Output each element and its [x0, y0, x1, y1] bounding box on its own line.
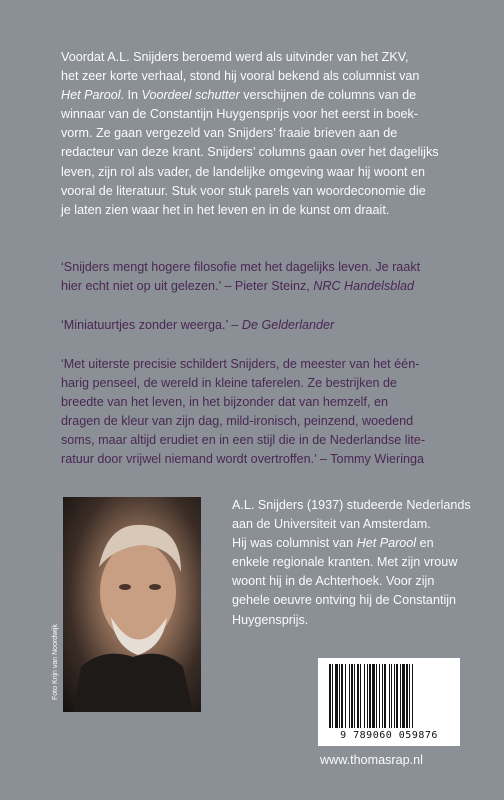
bio-fragment: Hij was columnist van — [232, 536, 357, 551]
bio-line: enkele regionale kranten. Met zijn vrouw — [232, 555, 458, 570]
barcode-bar — [364, 664, 365, 728]
quote-line: ratuur door vrijwel niemand wordt overtroffen.’ – Tommy Wieringa — [61, 452, 425, 467]
bio-fragment: en — [416, 536, 434, 551]
isbn-barcode — [318, 658, 460, 746]
barcode-bar — [349, 664, 350, 728]
bio-line: gehele oeuvre ontving hij de Constantijn — [232, 593, 457, 608]
barcode-bar — [379, 664, 380, 728]
bio-line: Huygensprijs. — [232, 612, 309, 627]
review-quote-wieringa — [61, 355, 461, 470]
barcode-bar — [354, 664, 355, 728]
barcode-bar — [402, 664, 405, 728]
blurb-line: winnaar van de Constantijn Huygensprijs voor het eerst in boek- — [61, 107, 419, 122]
barcode-bar — [406, 664, 408, 728]
barcode-bar — [376, 664, 377, 728]
quote-line — [61, 316, 461, 335]
quote-line: breedte van het leven, in het bijzonder dat van hemzelf, en — [61, 395, 388, 410]
publisher-website: www.thomasrap.nl — [320, 753, 423, 767]
photo-credit: Foto Krijn van Noordwijk — [52, 624, 59, 700]
bio-line: woont hij in de Achterhoek. Voor zijn — [232, 574, 435, 589]
review-quote-steinz — [61, 258, 461, 296]
quote-source: De Gelderlander — [241, 318, 335, 332]
blurb-line: vorm. Ze gaan vergezeld van Snijders’ fraaie brieven aan de — [61, 126, 398, 141]
quote-line: ‘Snijders mengt hogere filosofie met het dagelijks leven. Je raakt — [61, 260, 421, 274]
blurb-line: vooral de literatuur. Stuk voor stuk parels van woordeconomie die — [61, 183, 426, 198]
barcode-bar — [412, 664, 413, 728]
book-title: Voordeel schutter — [141, 88, 240, 103]
barcode-bar — [409, 664, 410, 728]
blurb-fragment: verschijnen de columns van de — [239, 88, 417, 103]
review-quote-gelderlander — [61, 316, 461, 335]
barcode-bar — [367, 664, 368, 728]
blurb-line: leven, zijn rol als vader, de landelijke omgeving waar hij woont en — [61, 164, 426, 179]
barcode-bar — [329, 664, 331, 728]
barcode-bar — [345, 664, 346, 728]
barcode-bar — [339, 664, 340, 728]
barcode-bar — [396, 664, 398, 728]
barcode-bar — [389, 664, 390, 728]
quote-line: ‘Met uiterste precisie schildert Snijders, de meester van het één- — [61, 357, 420, 371]
barcode-bar — [332, 664, 333, 728]
quote-fragment: hier echt niet op uit gelezen.’ – Pieter Steinz, — [61, 279, 314, 294]
barcode-bar — [360, 664, 361, 728]
quote-line: harig penseel, de wereld in kleine taferelen. Ze bestrijken de — [61, 376, 398, 391]
author-bio — [232, 496, 477, 630]
quote-fragment: ‘Miniatuurtjes zonder weerga.’ – — [61, 318, 242, 332]
bio-line: aan de Universiteit van Amsterdam. — [232, 517, 431, 532]
blurb-line: redacteur van deze krant. Snijders’ columns gaan over het dagelijks — [61, 145, 439, 160]
bio-line — [232, 534, 477, 553]
barcode-bar — [372, 664, 375, 728]
quote-line: soms, maar altijd erudiet en in een stijl die in de Nederlandse lite- — [61, 433, 426, 448]
barcode-bar — [351, 664, 353, 728]
newspaper-title: Het Parool — [356, 536, 417, 551]
blurb-paragraph — [61, 48, 461, 220]
barcode-bar — [357, 664, 359, 728]
barcode-bar — [400, 664, 401, 728]
author-portrait — [63, 497, 201, 712]
barcode-bar — [384, 664, 386, 728]
barcode-bar — [382, 664, 383, 728]
barcode-bar — [335, 664, 338, 728]
blurb-fragment: . In — [120, 88, 142, 103]
quote-line: dragen de kleur van zijn dag, mild-ironisch, peinzend, woedend — [61, 414, 414, 429]
quote-source: NRC Handelsblad — [313, 279, 415, 294]
barcode-bar — [341, 664, 343, 728]
blurb-line: Voordat A.L. Snijders beroemd werd als uitvinder van het ZKV, — [61, 50, 409, 64]
bio-line: A.L. Snijders (1937) studeerde Nederlands — [232, 498, 471, 512]
barcode-bar — [394, 664, 395, 728]
barcode-bar — [369, 664, 371, 728]
blurb-line: het zeer korte verhaal, stond hij vooral bekend als columnist van — [61, 69, 420, 84]
barcode-bar — [391, 664, 392, 728]
quote-line — [61, 277, 461, 296]
isbn-number: 9 789060 059876 — [340, 730, 438, 741]
newspaper-title: Het Parool — [61, 88, 121, 103]
barcode-bars — [329, 664, 449, 728]
blurb-line: je laten zien waar het in het leven en in de kunst om draait. — [61, 202, 390, 217]
blurb-line — [61, 86, 461, 105]
